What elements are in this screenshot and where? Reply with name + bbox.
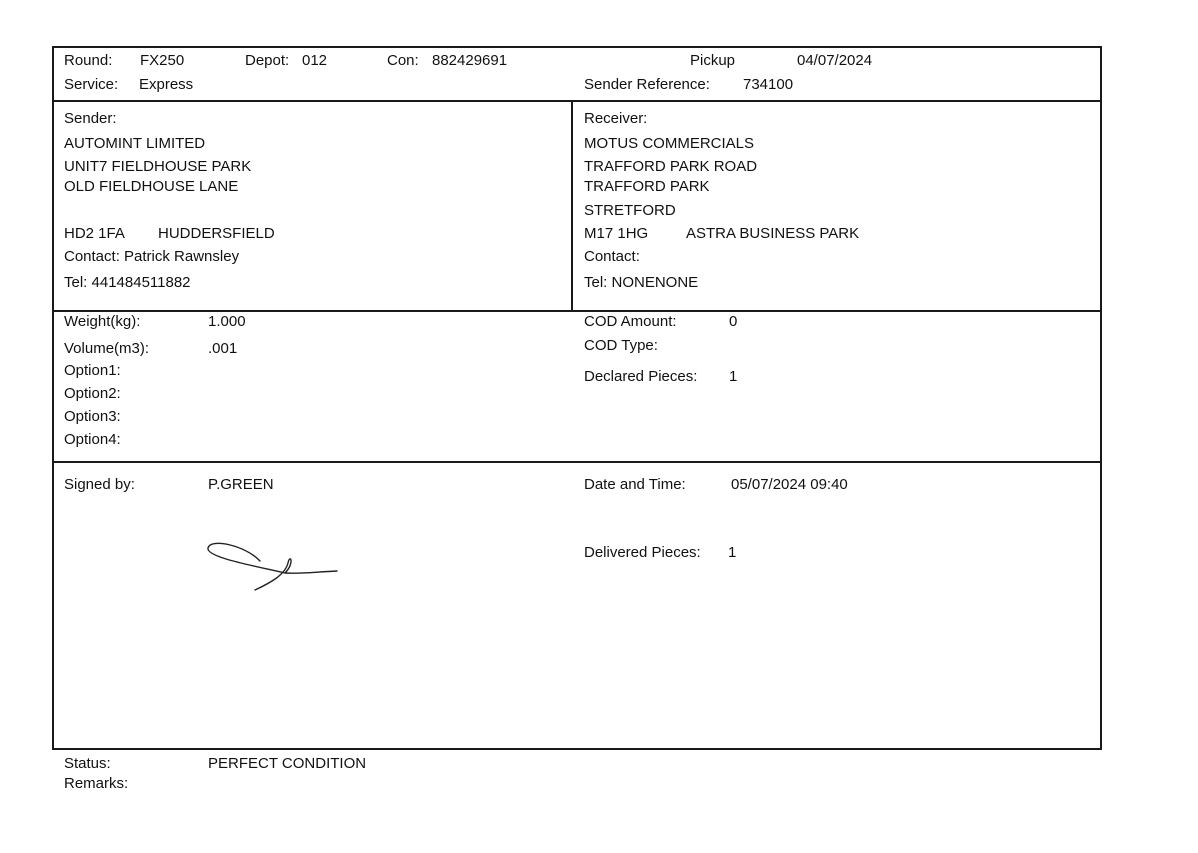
option4-label: Option4: bbox=[64, 431, 121, 448]
sender-tel: Tel: 441484511882 bbox=[64, 274, 191, 291]
option2-label: Option2: bbox=[64, 385, 121, 402]
date-time-label: Date and Time: bbox=[584, 476, 686, 493]
depot-value: 012 bbox=[302, 52, 328, 69]
sender-contact: Contact: Patrick Rawnsley bbox=[64, 248, 240, 265]
volume-label: Volume(m3): bbox=[64, 340, 150, 357]
date-time-value: 05/07/2024 09:40 bbox=[731, 476, 848, 493]
receiver-contact: Contact: bbox=[584, 248, 640, 265]
delivered-pieces-label: Delivered Pieces: bbox=[584, 544, 701, 561]
sender-town: HUDDERSFIELD bbox=[158, 225, 275, 242]
consignment-form bbox=[52, 46, 1102, 750]
option1-label: Option1: bbox=[64, 362, 121, 379]
status-value: PERFECT CONDITION bbox=[208, 755, 367, 772]
signed-by-value: P.GREEN bbox=[208, 476, 274, 493]
service-value: Express bbox=[139, 76, 194, 93]
sender-postcode: HD2 1FA bbox=[64, 225, 125, 242]
weight-label: Weight(kg): bbox=[64, 313, 141, 330]
round-value: FX250 bbox=[140, 52, 185, 69]
sender-heading: Sender: bbox=[64, 110, 117, 127]
depot-label: Depot: bbox=[245, 52, 290, 69]
cod-type-label: COD Type: bbox=[584, 337, 658, 354]
divider-header bbox=[54, 100, 1100, 102]
sender-reference-value: 734100 bbox=[743, 76, 794, 93]
sender-line: UNIT7 FIELDHOUSE PARK bbox=[64, 158, 252, 175]
receiver-heading: Receiver: bbox=[584, 110, 648, 127]
sender-line: OLD FIELDHOUSE LANE bbox=[64, 178, 239, 195]
signed-by-label: Signed by: bbox=[64, 476, 135, 493]
receiver-line: STRETFORD bbox=[584, 202, 676, 219]
weight-value: 1.000 bbox=[208, 313, 246, 330]
sender-reference-label: Sender Reference: bbox=[584, 76, 710, 93]
cod-amount-label: COD Amount: bbox=[584, 313, 677, 330]
con-value: 882429691 bbox=[432, 52, 508, 69]
receiver-line: TRAFFORD PARK ROAD bbox=[584, 158, 758, 175]
status-label: Status: bbox=[64, 755, 111, 772]
divider-sender-receiver bbox=[571, 100, 573, 310]
signature-image bbox=[200, 533, 340, 595]
divider-address bbox=[54, 310, 1100, 312]
divider-details bbox=[54, 461, 1100, 463]
option3-label: Option3: bbox=[64, 408, 121, 425]
pickup-date: 04/07/2024 bbox=[797, 52, 873, 69]
remarks-label: Remarks: bbox=[64, 775, 129, 792]
pickup-label: Pickup bbox=[690, 52, 736, 69]
receiver-line: TRAFFORD PARK bbox=[584, 178, 710, 195]
receiver-tel: Tel: NONENONE bbox=[584, 274, 699, 291]
cod-amount-value: 0 bbox=[729, 313, 738, 330]
declared-pieces-value: 1 bbox=[729, 368, 738, 385]
service-label: Service: bbox=[64, 76, 119, 93]
declared-pieces-label: Declared Pieces: bbox=[584, 368, 698, 385]
con-label: Con: bbox=[387, 52, 419, 69]
sender-line: AUTOMINT LIMITED bbox=[64, 135, 206, 152]
receiver-town: ASTRA BUSINESS PARK bbox=[686, 225, 860, 242]
receiver-line: MOTUS COMMERCIALS bbox=[584, 135, 755, 152]
receiver-postcode: M17 1HG bbox=[584, 225, 649, 242]
delivered-pieces-value: 1 bbox=[728, 544, 737, 561]
round-label: Round: bbox=[64, 52, 113, 69]
volume-value: .001 bbox=[208, 340, 238, 357]
